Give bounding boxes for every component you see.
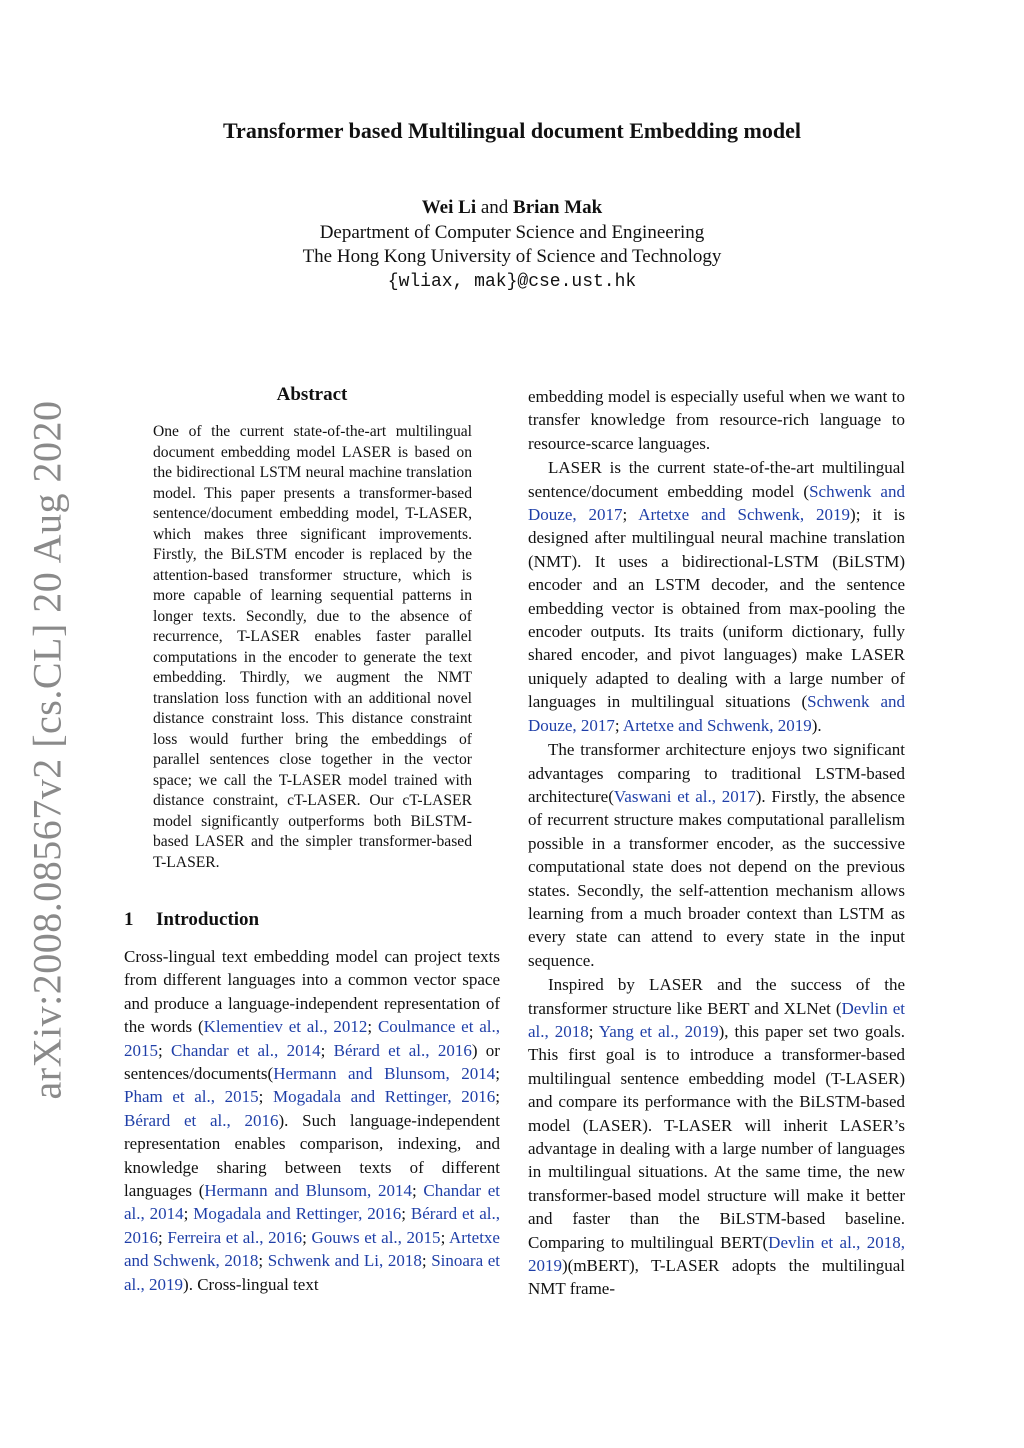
author-names — [0, 196, 1024, 221]
section-number: 1 — [124, 909, 134, 930]
citation-link[interactable]: Mogadala and Rettinger, 2016 — [273, 1087, 496, 1107]
text-run: )(mBERT), T-LASER adopts the multilingual NMT frame- — [528, 1256, 905, 1299]
text-run: ; — [258, 1251, 268, 1271]
citation-link[interactable]: Devlin et al., 2018 — [528, 998, 906, 1041]
text-run: ). — [811, 715, 822, 735]
text-run: ; — [411, 1181, 424, 1201]
text-run: ), this paper set two goals. This first goal is to introduce a transformer-based multilingual sentence embedding model (T-LASER) and compare its performance with the BiLSTM-based model (LASER). T-LASER will inherit LASER’s advantage in dealing with a large number of languages in multilingual situations. At the same time, the new transformer-based model structure will make it better and faster than the BiLSTM-based baseline. Comparing to multilingual BERT( — [528, 1021, 905, 1252]
intro-paragraph-2 — [528, 456, 905, 737]
text-run: Inspired by LASER and the success of the transformer structure like BERT and XLNet ( — [528, 975, 905, 1018]
text-run: ; — [258, 1087, 274, 1107]
author-1: Wei Li — [421, 197, 477, 218]
author-2: Brian Mak — [513, 197, 603, 218]
section-title: Introduction — [156, 909, 260, 930]
intro-paragraph-1 — [124, 945, 500, 1296]
citation-link[interactable]: Hermann and Blunsom, 2014 — [204, 1181, 412, 1201]
section-heading-introduction — [124, 909, 259, 931]
text-run: ; — [421, 1251, 432, 1271]
text-run: LASER is the current state-of-the-art multilingual sentence/document embedding model ( — [528, 458, 905, 501]
arxiv-identifier — [22, 400, 72, 1100]
text-run: ; — [367, 1017, 378, 1037]
citation-link[interactable]: Artetxe and Schwenk, 2019 — [638, 505, 851, 525]
text-run: Cross-lingual text embedding model can project texts from different languages into a common vector space and produce a language-independent representation of the words ( — [124, 947, 500, 1037]
text-run: ) or sentences/documents( — [124, 1040, 500, 1084]
text-run: ; — [588, 1021, 599, 1041]
citation-link[interactable]: Bérard et al., 2016 — [124, 1204, 500, 1247]
intro-paragraph-4 — [528, 973, 905, 1301]
author-university: The Hong Kong University of Science and Technology — [302, 246, 722, 267]
intro-paragraph-1-continued: embedding model is especially useful when we want to transfer knowledge from resource-rich language to resource-scarce languages. — [528, 387, 905, 453]
text-run: ; — [158, 1040, 172, 1060]
citation-link[interactable]: Devlin et al., 2018, 2019 — [528, 1232, 905, 1276]
citation-link[interactable]: Mogadala and Rettinger, 2016 — [193, 1204, 402, 1224]
citation-link[interactable]: Sinoara et al., 2019 — [124, 1251, 501, 1294]
arxiv-identifier-text: arXiv:2008.08567v2 [cs.CL] 20 Aug 2020 — [24, 400, 70, 1100]
author-email: {wliax, mak}@cse.ust.hk — [387, 271, 637, 292]
citation-link[interactable]: Schwenk and Li, 2018 — [267, 1251, 422, 1271]
citation-link[interactable]: Bérard et al., 2016 — [333, 1040, 472, 1060]
citation-link[interactable]: Hermann and Blunsom, 2014 — [273, 1064, 496, 1084]
citation-link[interactable]: Chandar et al., 2014 — [171, 1040, 321, 1060]
text-run: ; — [183, 1204, 194, 1224]
citation-link[interactable]: Artetxe and Schwenk, 2019 — [622, 715, 812, 735]
text-run: ). Firstly, the absence of recurrent structure makes computational parallelism possible in a transformer encoder, as the successive computational state does not depend on the previous states. Secondly, the self-attention mechanism allows learning from a much broader context than LSTM as every state can attend to every state in the input sequence. — [528, 786, 905, 970]
citation-link[interactable]: Klementiev et al., 2012 — [203, 1017, 368, 1037]
text-run: ; — [495, 1064, 500, 1084]
text-run: The transformer architecture enjoys two significant advantages comparing to traditional LSTM-based architecture( — [528, 740, 905, 806]
intro-paragraph-3 — [528, 738, 905, 972]
text-run: ; — [320, 1040, 334, 1060]
text-run: ; — [614, 715, 623, 735]
author-conjunction: and — [480, 197, 509, 218]
citation-link[interactable]: Pham et al., 2015 — [124, 1087, 259, 1107]
citation-link[interactable]: Yang et al., 2019 — [598, 1021, 719, 1041]
citation-link[interactable]: Schwenk and Douze, 2017 — [528, 692, 905, 735]
abstract-heading: Abstract — [276, 384, 348, 405]
citation-link[interactable]: Schwenk and Douze, 2017 — [528, 481, 905, 525]
text-run: ; — [401, 1204, 411, 1224]
citation-link[interactable]: Coulmance et al., 2015 — [124, 1017, 501, 1060]
text-run: ; — [302, 1227, 312, 1247]
author-department: Department of Computer Science and Engineering — [319, 221, 705, 243]
citation-link[interactable]: Ferreira et al., 2016 — [167, 1227, 303, 1247]
text-run: ; — [158, 1227, 168, 1247]
text-run: ); it is designed after multilingual neural machine translation (NMT). It uses a bidirectional-LSTM (BiLSTM) encoder and an LSTM decoder, and the sentence embedding vector is obtained from max-pooling the encoder outputs. Its traits (uniform dictionary, fully shared encoder, and pivot languages) make LASER uniquely adapted to dealing with a large number of languages in multilingual situations ( — [528, 505, 906, 712]
citation-link[interactable]: Vaswani et al., 2017 — [613, 786, 756, 806]
citation-link[interactable]: Bérard et al., 2016 — [124, 1110, 279, 1130]
text-run: ). Cross-lingual text — [183, 1274, 319, 1294]
citation-link[interactable]: Chandar et al., 2014 — [124, 1181, 500, 1224]
right-column — [528, 385, 905, 1302]
text-run: ; — [622, 505, 639, 525]
abstract-text: One of the current state-of-the-art multilingual document embedding model LASER is based on the bidirectional LSTM neural machine translation model. This paper presents a transformer-based sentence/document embedding model, T-LASER, which makes three significant improvements. Firstly, the BiLSTM encoder is replaced by the attention-based transformer structure, which is more capable of learning sequential patterns in longer texts. Secondly, due to the absence of recurrence, T-LASER enables faster parallel computations in the encoder to generate the text embedding. Thirdly, we augment the NMT translation loss function with an additional novel distance constraint loss. This distance constraint loss would further bring the embeddings of parallel sentences close together in the vector space; we call the T-LASER model trained with distance constraint, cT-LASER. Our cT-LASER model significantly outperforms both BiLSTM-based LASER and the simpler transformer-based T-LASER. — [153, 423, 472, 871]
author-block — [0, 196, 1024, 294]
text-run: ; — [495, 1087, 500, 1107]
paper-title: Transformer based Multilingual document Embedding model — [223, 118, 801, 143]
citation-link[interactable]: Artetxe and Schwenk, 2018 — [124, 1227, 500, 1271]
citation-link[interactable]: Gouws et al., 2015 — [311, 1227, 441, 1247]
text-run: ; — [440, 1227, 449, 1247]
text-run: ). Such language-independent representation enables comparison, indexing, and knowledge sharing between texts of different languages ( — [124, 1110, 501, 1201]
